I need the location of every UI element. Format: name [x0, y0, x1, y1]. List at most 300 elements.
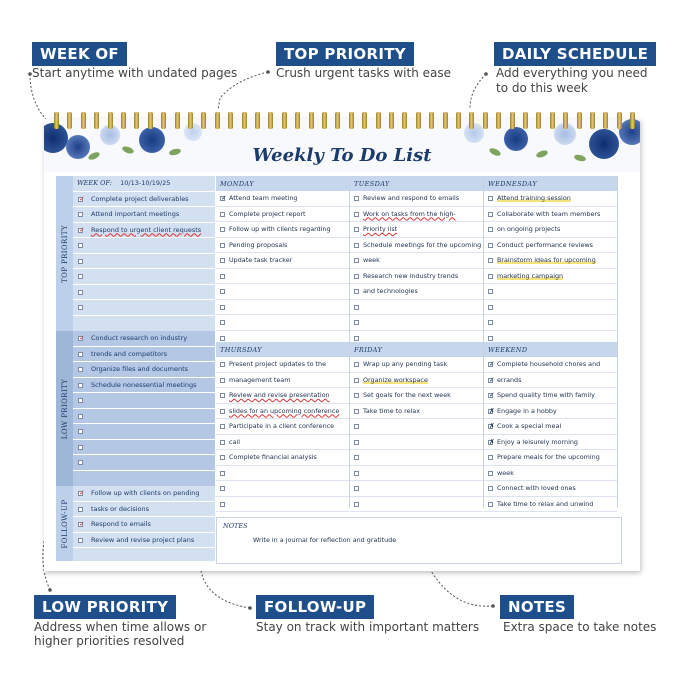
task-text: Complete household chores and — [497, 360, 601, 368]
follow-up-section — [56, 486, 215, 561]
task-row[interactable] — [216, 388, 349, 404]
task-row[interactable] — [484, 253, 617, 269]
checkbox[interactable] — [78, 274, 83, 279]
checkbox[interactable] — [354, 455, 359, 460]
checkbox[interactable] — [78, 383, 83, 388]
top-priority-item-line[interactable] — [73, 300, 215, 316]
task-row[interactable] — [216, 373, 349, 389]
task-row[interactable] — [484, 481, 617, 497]
checkbox[interactable] — [78, 414, 83, 419]
notes-badge: NOTES — [500, 595, 574, 619]
task-text: Research new industry trends — [363, 271, 459, 280]
task-row[interactable] — [484, 191, 617, 207]
day-header-friday: FRIDAY — [350, 342, 483, 357]
task-text: Brainstorm ideas for upcoming — [497, 256, 596, 264]
top-priority-item-text: Complete project deliverables — [91, 194, 189, 203]
checkbox[interactable]: ✓ — [79, 520, 85, 528]
checkbox[interactable]: ✓ — [489, 360, 495, 368]
top-priority-section — [56, 176, 215, 331]
task-row[interactable] — [350, 450, 483, 466]
checkbox[interactable] — [220, 289, 225, 294]
spiral-ring — [362, 112, 367, 129]
notes-box[interactable] — [216, 517, 622, 564]
task-text: and technologies — [363, 287, 418, 295]
task-row[interactable] — [484, 238, 617, 254]
top-priority-item-text: Attend important meetings — [91, 210, 180, 218]
checkbox[interactable] — [220, 336, 225, 341]
task-text: marketing campaign — [497, 271, 564, 280]
task-text: Wrap up any pending task — [363, 360, 448, 368]
checkbox[interactable] — [488, 486, 493, 491]
checkbox[interactable] — [220, 424, 225, 429]
day-column-weekend — [484, 342, 618, 508]
task-text: Conduct performance reviews — [497, 240, 594, 249]
task-row[interactable] — [216, 300, 349, 316]
task-row[interactable] — [216, 435, 349, 451]
spiral-ring — [242, 112, 247, 129]
task-row[interactable] — [350, 466, 483, 482]
spiral-ring — [81, 112, 86, 129]
checkbox[interactable] — [220, 409, 225, 414]
checkbox[interactable] — [354, 393, 359, 398]
task-row[interactable] — [350, 284, 483, 300]
checkbox[interactable] — [354, 289, 359, 294]
task-row[interactable] — [350, 238, 483, 254]
week-of-line — [73, 176, 215, 192]
follow-up-badge: FOLLOW-UP — [256, 595, 374, 619]
week-of-caption: Start anytime with undated pages — [32, 66, 238, 80]
task-row[interactable] — [484, 373, 617, 389]
spiral-ring — [121, 112, 126, 129]
week-of-value[interactable]: 10/13-10/19/25 — [120, 179, 171, 187]
follow-up-tab — [56, 486, 73, 561]
task-text: Priority list — [363, 225, 398, 233]
follow-up-item-text: Follow up with clients on pending — [91, 489, 200, 497]
task-row[interactable] — [350, 497, 483, 513]
checkbox[interactable]: ✗ — [489, 437, 495, 446]
day-header-thursday: THURSDAY — [216, 342, 349, 357]
spiral-ring — [335, 112, 340, 129]
spiral-ring — [389, 112, 394, 129]
low-priority-item-text: Organize files and documents — [91, 365, 189, 373]
spiral-ring — [536, 112, 541, 129]
day-column-tuesday — [350, 176, 484, 342]
task-row[interactable] — [216, 497, 349, 513]
task-text: Follow up with clients regarding — [229, 225, 331, 233]
task-row[interactable] — [350, 373, 483, 389]
task-text: Prepare meals for the upcoming — [497, 453, 600, 461]
spiral-binding — [44, 112, 640, 132]
task-text: Engage in a hobby — [497, 406, 557, 415]
task-text: Connect with loved ones — [497, 484, 576, 492]
checkbox[interactable] — [488, 274, 493, 279]
spiral-ring — [402, 112, 407, 129]
low-priority-item-line[interactable] — [73, 393, 215, 409]
checkbox[interactable] — [354, 486, 359, 491]
checkbox[interactable] — [220, 320, 225, 325]
top-priority-item-line[interactable] — [73, 254, 215, 270]
follow-up-item-line[interactable] — [73, 533, 215, 549]
checkbox[interactable]: ✓ — [79, 489, 85, 497]
task-text: Enjoy a leisurely morning — [497, 437, 578, 446]
low-priority-item-line[interactable] — [73, 331, 215, 347]
notes-label: NOTES — [223, 522, 248, 530]
checkbox[interactable]: ✓ — [79, 225, 85, 234]
task-row[interactable] — [484, 357, 617, 373]
daily-schedule-badge: DAILY SCHEDULE — [494, 42, 656, 66]
low-priority-item-text: Conduct research on industry — [91, 334, 188, 342]
task-row[interactable] — [350, 315, 483, 331]
checkbox[interactable] — [78, 367, 83, 372]
follow-up-caption: Stay on track with important matters — [256, 620, 480, 634]
spiral-ring — [630, 112, 635, 129]
day-column-wednesday — [484, 176, 618, 342]
daily-schedule-caption-1: Add everything you need — [496, 66, 648, 80]
low-priority-caption-1: Address when time allows or — [34, 620, 207, 634]
top-priority-list — [73, 176, 215, 331]
low-priority-item-line[interactable] — [73, 409, 215, 425]
checkbox[interactable] — [220, 305, 225, 310]
spiral-ring — [94, 112, 99, 129]
day-header-monday: MONDAY — [216, 176, 349, 191]
task-text: call — [229, 437, 240, 446]
spiral-ring — [201, 112, 206, 129]
checkbox[interactable] — [354, 196, 359, 201]
spiral-ring — [443, 112, 448, 129]
top-priority-item-line[interactable] — [73, 207, 215, 223]
task-row[interactable] — [350, 253, 483, 269]
task-text: Present project updates to the — [229, 360, 327, 368]
task-text: week — [497, 468, 514, 477]
checkbox[interactable] — [78, 243, 83, 248]
task-row[interactable] — [484, 269, 617, 285]
task-text: slides for an upcoming conference — [229, 406, 340, 415]
spiral-ring — [188, 112, 193, 129]
week-of-badge: WEEK OF — [32, 42, 127, 66]
task-row[interactable] — [350, 481, 483, 497]
top-priority-item-line[interactable] — [73, 269, 215, 285]
task-row[interactable] — [484, 466, 617, 482]
checkbox[interactable] — [78, 290, 83, 295]
checkbox[interactable]: ✓ — [79, 194, 85, 203]
task-row[interactable] — [216, 284, 349, 300]
task-row[interactable] — [484, 419, 617, 435]
task-row[interactable] — [484, 222, 617, 238]
checkbox[interactable] — [488, 289, 493, 294]
spiral-ring — [309, 112, 314, 129]
checkbox[interactable] — [354, 362, 359, 367]
checkbox[interactable] — [354, 274, 359, 279]
spiral-ring — [577, 112, 582, 129]
task-text: Spend quality time with family — [497, 391, 595, 399]
follow-up-label: FOLLOW-UP — [60, 499, 69, 548]
task-row[interactable] — [216, 207, 349, 223]
checkbox[interactable] — [488, 258, 493, 263]
task-text: on ongoing projects — [497, 225, 561, 233]
task-row[interactable] — [484, 450, 617, 466]
checkbox[interactable]: ✓ — [489, 391, 495, 399]
spiral-ring — [510, 112, 515, 129]
spiral-ring — [255, 112, 260, 129]
spiral-ring — [54, 112, 59, 129]
checkbox[interactable] — [220, 502, 225, 507]
spiral-ring — [175, 112, 180, 129]
top-items — [73, 192, 215, 316]
low-priority-item-line[interactable] — [73, 362, 215, 378]
task-text: Organize workspace — [363, 375, 428, 384]
task-text: Participate in a client conference — [229, 422, 335, 430]
checkbox[interactable] — [78, 538, 83, 543]
checkbox[interactable] — [220, 471, 225, 476]
spiral-ring — [523, 112, 528, 129]
top-priority-item-text: Respond to urgent client requests — [91, 225, 202, 234]
low-priority-item-text: Schedule nonessential meetings — [91, 380, 197, 389]
task-row[interactable] — [216, 253, 349, 269]
task-text: management team — [229, 375, 291, 384]
spiral-ring — [268, 112, 273, 129]
low-priority-item-line[interactable] — [73, 378, 215, 394]
low-priority-label: LOW PRIORITY — [60, 378, 69, 439]
checkbox[interactable] — [354, 243, 359, 248]
checkbox[interactable]: ✓ — [79, 334, 85, 342]
spiral-ring — [456, 112, 461, 129]
task-text: Set goals for the next week — [363, 391, 451, 399]
checkbox[interactable] — [78, 429, 83, 434]
follow-up-item-text: tasks or decisions — [91, 504, 150, 513]
checkbox[interactable] — [354, 320, 359, 325]
spiral-ring — [108, 112, 113, 129]
spiral-ring — [295, 112, 300, 129]
task-text: week — [363, 256, 380, 264]
top-priority-item-line[interactable] — [73, 223, 215, 239]
spiral-ring — [496, 112, 501, 129]
spiral-ring — [483, 112, 488, 129]
task-text: Take time to relax — [363, 406, 421, 415]
top-priority-item-line[interactable] — [73, 285, 215, 301]
task-text: Work on tasks from the high- — [363, 209, 456, 218]
task-text: Pending proposals — [229, 240, 288, 249]
checkbox[interactable] — [220, 274, 225, 279]
checkbox[interactable] — [78, 460, 83, 465]
checkbox[interactable] — [354, 424, 359, 429]
spiral-ring — [603, 112, 608, 129]
spiral-ring — [67, 112, 72, 129]
checkbox[interactable] — [78, 398, 83, 403]
day-header-tuesday: TUESDAY — [350, 176, 483, 191]
follow-up-item-line[interactable] — [73, 486, 215, 502]
follow-up-item-line[interactable] — [73, 517, 215, 533]
spiral-ring — [134, 112, 139, 129]
top-priority-caption: Crush urgent tasks with ease — [276, 66, 452, 80]
low-priority-item-text: trends and competitors — [91, 349, 168, 358]
top-priority-badge: TOP PRIORITY — [276, 42, 414, 66]
spiral-ring — [550, 112, 555, 129]
spiral-ring — [617, 112, 622, 129]
task-text: Attend team meeting — [229, 194, 298, 202]
task-text: errands — [497, 375, 522, 384]
task-row[interactable] — [216, 450, 349, 466]
low-priority-item-line[interactable] — [73, 440, 215, 456]
checkbox[interactable] — [488, 455, 493, 460]
task-text: Schedule meetings for the upcoming — [363, 240, 482, 249]
top-priority-label: TOP PRIORITY — [60, 224, 69, 283]
checkbox[interactable] — [220, 227, 225, 232]
follow-up-item-text: Respond to emails — [91, 520, 151, 528]
task-text: Review and revise presentation — [229, 391, 330, 399]
checkbox[interactable] — [354, 227, 359, 232]
task-row[interactable] — [350, 388, 483, 404]
checkbox[interactable] — [78, 212, 83, 217]
task-row[interactable] — [350, 300, 483, 316]
day-column-friday — [350, 342, 484, 508]
task-row[interactable] — [216, 269, 349, 285]
top-priority-item-line[interactable] — [73, 192, 215, 208]
checkbox[interactable] — [78, 259, 83, 264]
checkbox[interactable] — [488, 227, 493, 232]
low-priority-item-line[interactable] — [73, 424, 215, 440]
task-row[interactable] — [216, 222, 349, 238]
checkbox[interactable] — [220, 440, 225, 445]
checkbox[interactable]: ✗ — [489, 422, 495, 430]
task-text: Cook a special meal — [497, 422, 562, 430]
spiral-ring — [590, 112, 595, 129]
day-column-thursday — [216, 342, 350, 508]
checkbox[interactable] — [220, 362, 225, 367]
weekday-grid — [216, 176, 622, 517]
task-text: Update task tracker — [229, 256, 293, 264]
top-priority-item-line[interactable] — [73, 238, 215, 254]
checkbox[interactable]: ✗ — [489, 406, 495, 415]
task-row[interactable] — [350, 191, 483, 207]
checkbox[interactable] — [78, 445, 83, 450]
low-priority-item-line[interactable] — [73, 455, 215, 471]
checkbox[interactable] — [354, 440, 359, 445]
spiral-ring — [376, 112, 381, 129]
task-row[interactable] — [216, 404, 349, 420]
task-row[interactable] — [350, 357, 483, 373]
checkbox[interactable] — [220, 393, 225, 398]
task-text: Complete project report — [229, 209, 306, 218]
day-column-monday — [216, 176, 350, 342]
checkbox[interactable] — [488, 336, 493, 341]
task-row[interactable] — [484, 315, 617, 331]
spiral-ring — [429, 112, 434, 129]
low-priority-caption-2: higher priorities resolved — [34, 634, 185, 648]
checkbox[interactable] — [354, 258, 359, 263]
spiral-ring — [469, 112, 474, 129]
checkbox[interactable] — [488, 196, 493, 201]
checkbox[interactable] — [354, 409, 359, 414]
day-header-weekend: WEEKEND — [484, 342, 617, 357]
checkbox[interactable]: ✓ — [489, 375, 495, 384]
task-row[interactable] — [484, 388, 617, 404]
checkbox[interactable]: ✓ — [221, 194, 227, 202]
task-row[interactable] — [350, 269, 483, 285]
spiral-ring — [228, 112, 233, 129]
task-row[interactable] — [216, 315, 349, 331]
spiral-ring — [215, 112, 220, 129]
task-row[interactable] — [484, 435, 617, 451]
day-header-wednesday: WEDNESDAY — [484, 176, 617, 191]
checkbox[interactable] — [488, 243, 493, 248]
task-row[interactable] — [216, 357, 349, 373]
checkbox[interactable] — [78, 352, 83, 357]
follow-up-item-line[interactable] — [73, 502, 215, 518]
task-row[interactable] — [216, 419, 349, 435]
task-row[interactable] — [350, 207, 483, 223]
week-of-label: WEEK OF: — [77, 179, 112, 187]
planner-title: Weekly To Do List — [252, 145, 432, 166]
task-row[interactable] — [350, 419, 483, 435]
checkbox[interactable] — [488, 471, 493, 476]
spiral-ring — [563, 112, 568, 129]
follow-up-list — [73, 486, 215, 561]
task-row[interactable] — [216, 481, 349, 497]
checkbox[interactable] — [78, 507, 83, 512]
checkbox[interactable] — [354, 212, 359, 217]
checkbox[interactable] — [220, 455, 225, 460]
task-row[interactable] — [484, 207, 617, 223]
checkbox[interactable] — [488, 212, 493, 217]
checkbox[interactable] — [488, 305, 493, 310]
spiral-ring — [282, 112, 287, 129]
task-row[interactable] — [484, 284, 617, 300]
spiral-ring — [416, 112, 421, 129]
notes-text[interactable]: Write in a journal for reflection and gratitude — [253, 536, 397, 544]
checkbox[interactable] — [354, 378, 359, 383]
task-row[interactable] — [216, 191, 349, 207]
notes-caption: Extra space to take notes — [503, 620, 657, 634]
checkbox[interactable] — [354, 336, 359, 341]
task-text: Review and respond to emails — [363, 194, 460, 202]
planner-pad — [44, 119, 640, 571]
checkbox[interactable] — [354, 305, 359, 310]
checkbox[interactable] — [78, 305, 83, 310]
task-row[interactable] — [350, 435, 483, 451]
checkbox[interactable] — [220, 486, 225, 491]
low-priority-tab — [56, 331, 73, 486]
checkbox[interactable] — [354, 471, 359, 476]
task-text: Attend training session — [497, 194, 571, 202]
checkbox[interactable] — [488, 502, 493, 507]
checkbox[interactable] — [220, 378, 225, 383]
low-priority-list — [73, 331, 215, 486]
task-text: Collaborate with team members — [497, 209, 601, 218]
top-priority-tab — [56, 176, 73, 331]
spiral-ring — [322, 112, 327, 129]
task-row[interactable] — [216, 238, 349, 254]
task-row[interactable] — [216, 466, 349, 482]
task-row[interactable] — [484, 404, 617, 420]
task-row[interactable] — [350, 404, 483, 420]
checkbox[interactable] — [220, 243, 225, 248]
checkbox[interactable] — [220, 212, 225, 217]
task-row[interactable] — [484, 497, 617, 513]
low-priority-section — [56, 331, 215, 486]
spiral-ring — [161, 112, 166, 129]
checkbox[interactable] — [488, 320, 493, 325]
low-priority-item-line[interactable] — [73, 347, 215, 363]
spiral-ring — [349, 112, 354, 129]
checkbox[interactable] — [220, 258, 225, 263]
low-priority-badge: LOW PRIORITY — [34, 595, 176, 619]
task-row[interactable] — [484, 300, 617, 316]
task-text: Take time to relax and unwind — [497, 499, 594, 508]
task-row[interactable] — [350, 222, 483, 238]
daily-schedule-caption-2: to do this week — [496, 81, 588, 95]
checkbox[interactable] — [354, 502, 359, 507]
spiral-ring — [148, 112, 153, 129]
